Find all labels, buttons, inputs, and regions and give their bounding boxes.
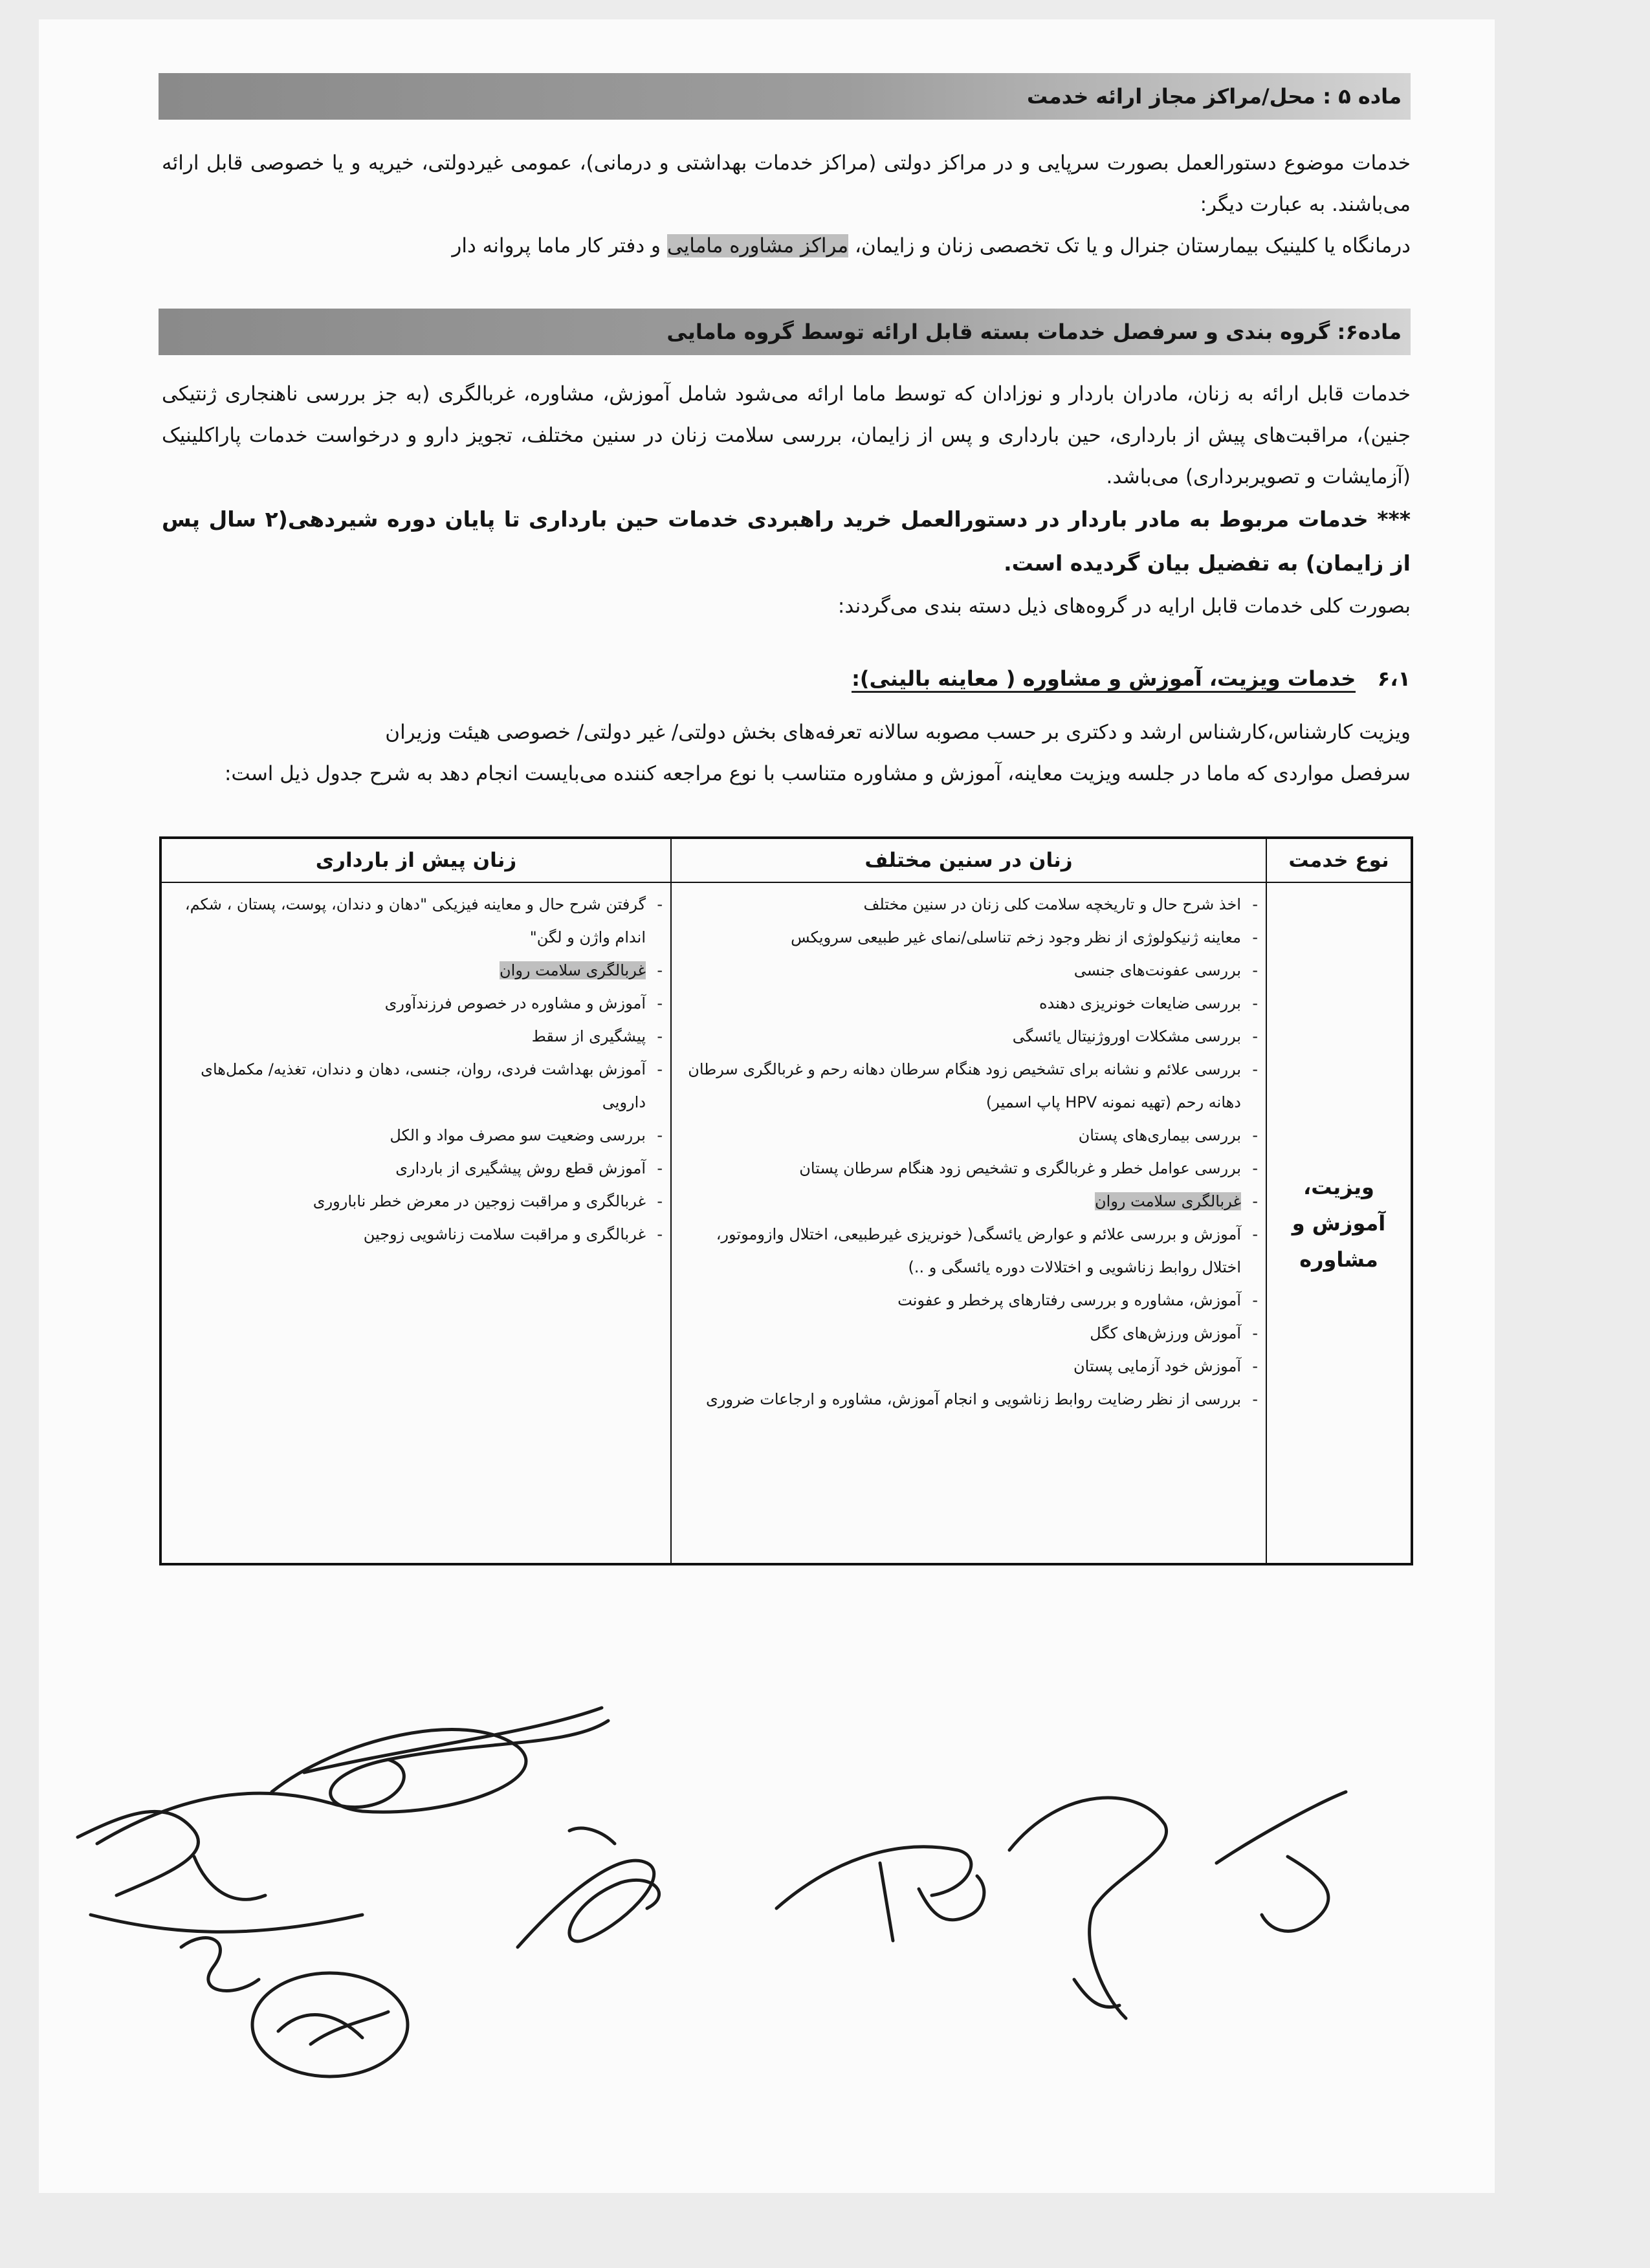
highlighted-list-item: غربالگری سلامت روان — [500, 961, 646, 979]
article5-locations-part1: درمانگاه یا کلینیک بیمارستان جنرال و یا تک تخصصی زنان و زایمان، — [848, 234, 1411, 257]
women-preconception-cell — [160, 882, 671, 1564]
table-header-row — [160, 838, 1412, 882]
list-item: - بررسی بیماری‌های پستان — [681, 1119, 1258, 1152]
list-item: - پیشگیری از سقط — [171, 1020, 663, 1053]
article5-locations — [162, 225, 1411, 267]
list-item: - غربالگری و مراقبت زوجین در معرض خطر ناباروری — [171, 1185, 663, 1218]
section61-title: خدمات ویزیت، آموزش و مشاوره ( معاینه بالینی): — [852, 666, 1356, 693]
list-item — [681, 1185, 1258, 1218]
list-item: - غربالگری و مراقبت سلامت زناشویی زوجین — [171, 1218, 663, 1251]
list-item: - آموزش قطع روش پیشگیری از بارداری — [171, 1152, 663, 1185]
article5-highlighted-text: مراکز مشاوره مامایی — [666, 234, 849, 257]
highlighted-list-item: غربالگری سلامت روان — [1095, 1192, 1241, 1210]
list-item: - آموزش ورزش‌های کگل — [681, 1317, 1258, 1350]
article6-title: ماده۶: گروه بندی و سرفصل خدمات بسته قابل ارائه توسط گروه مامایی — [666, 320, 1402, 344]
section61-heading — [852, 666, 1411, 691]
services-table — [159, 836, 1413, 1565]
section61-text — [162, 712, 1411, 794]
women-all-ages-list — [681, 888, 1258, 1416]
section61-number: ۶،۱ — [1377, 666, 1411, 691]
article6-text — [162, 373, 1411, 627]
article6-header-bar — [159, 309, 1411, 355]
article6-paragraph-3: بصورت کلی خدمات قابل ارایه در گروه‌های ذیل دسته بندی می‌گردند: — [837, 594, 1411, 618]
list-item: - آموزش و مشاوره در خصوص فرزندآوری — [171, 987, 663, 1020]
article5-header-bar — [159, 73, 1411, 120]
article5-title: ماده ۵ : محل/مراکز مجاز ارائه خدمت — [1027, 84, 1402, 109]
list-item: - بررسی عوامل خطر و غربالگری و تشخیص زود هنگام سرطان پستان — [681, 1152, 1258, 1185]
article5-text — [162, 142, 1411, 267]
header-women-all-ages: زنان در سنین مختلف — [671, 838, 1266, 882]
list-item — [171, 954, 663, 987]
list-item: - آموزش خود آزمایی پستان — [681, 1350, 1258, 1383]
list-item: - بررسی مشکلات اوروژنیتال یائسگی — [681, 1020, 1258, 1053]
list-item: - بررسی از نظر رضایت روابط زناشویی و انجام آموزش، مشاوره و ارجاعات ضروری — [681, 1383, 1258, 1416]
women-preconception-list — [171, 888, 663, 1251]
service-type-cell — [1266, 882, 1412, 1564]
service-type-line: مشاوره — [1299, 1247, 1378, 1272]
article6-paragraph-1: خدمات قابل ارائه به زنان، مادران باردار و نوزادان که توسط ماما ارائه می‌شود شامل آموزش، مشاوره، غربالگری (به جز بررسی ناهنجاری ژنتیکی جنین)، مراقبت‌های پیش از بارداری، حین بارداری و پس از زایمان، بررسی سلامت زنان در سنین مختلف، تجویز دارو و درخواست خدمات پاراکلینیک (آزمایشات و تصویربرداری) می‌باشد. — [162, 382, 1411, 488]
section61-paragraph-1: ویزیت کارشناس،کارشناس ارشد و دکتری بر حسب مصوبه سالانه تعرفه‌های بخش دولتی/ غیر دولتی/ خصوصی هیئت وزیران — [385, 721, 1411, 744]
header-service-type: نوع خدمت — [1266, 838, 1412, 882]
list-item: - آموزش، مشاوره و بررسی رفتارهای پرخطر و عفونت — [681, 1284, 1258, 1317]
list-item: - گرفتن شرح حال و معاینه فیزیکی "دهان و دندان، پوست، پستان ، شکم، اندام واژن و لگن" — [171, 888, 663, 954]
service-type-line: آموزش و — [1292, 1210, 1386, 1236]
list-item: - آموزش و بررسی علائم و عوارض یائسگی( خونریزی غیرطبیعی، اختلال وازوموتور، اختلال روابط زناشویی و اختلالات دوره یائسگی و ..) — [681, 1218, 1258, 1284]
header-women-preconception: زنان پیش از بارداری — [160, 838, 671, 882]
list-item: - آموزش بهداشت فردی، روان، جنسی، دهان و دندان، تغذیه/ مکمل‌های دارویی — [171, 1053, 663, 1119]
table-row — [160, 882, 1412, 1564]
article6-note: *** خدمات مربوط به مادر باردار در دستورالعمل خرید راهبردی خدمات حین بارداری تا پایان دوره شیردهی(۲ سال پس از زایمان) به تفضیل بیان گردیده است. — [162, 507, 1411, 576]
article5-locations-part2: و دفتر کار ماما پروانه دار — [452, 234, 667, 257]
list-item: - بررسی ضایعات خونریزی دهنده — [681, 987, 1258, 1020]
list-item: - بررسی علائم و نشانه برای تشخیص زود هنگام سرطان دهانه رحم و غربالگری سرطان دهانه رحم (تهیه نمونه HPV پاپ اسمیر) — [681, 1053, 1258, 1119]
article5-paragraph: خدمات موضوع دستورالعمل بصورت سرپایی و در مراکز دولتی (مراکز خدمات بهداشتی و درمانی)، عمومی غیردولتی، خیریه و یا خصوصی قابل ارائه می‌باشند. به عبارت دیگر: — [162, 151, 1411, 216]
list-item: - بررسی وضعیت سو مصرف مواد و الکل — [171, 1119, 663, 1152]
list-item: - معاینه ژنیکولوژی از نظر وجود زخم تناسلی/نمای غیر طبیعی سرویکس — [681, 921, 1258, 954]
list-item: - بررسی عفونت‌های جنسی — [681, 954, 1258, 987]
section61-paragraph-2: سرفصل مواردی که ماما در جلسه ویزیت معاینه، آموزش و مشاوره متناسب با نوع مراجعه کننده می‌بایست انجام دهد به شرح جدول ذیل است: — [224, 762, 1411, 785]
service-type-line: ویزیت، — [1303, 1174, 1374, 1199]
list-item: - اخذ شرح حال و تاریخچه سلامت کلی زنان در سنین مختلف — [681, 888, 1258, 921]
women-all-ages-cell — [671, 882, 1266, 1564]
